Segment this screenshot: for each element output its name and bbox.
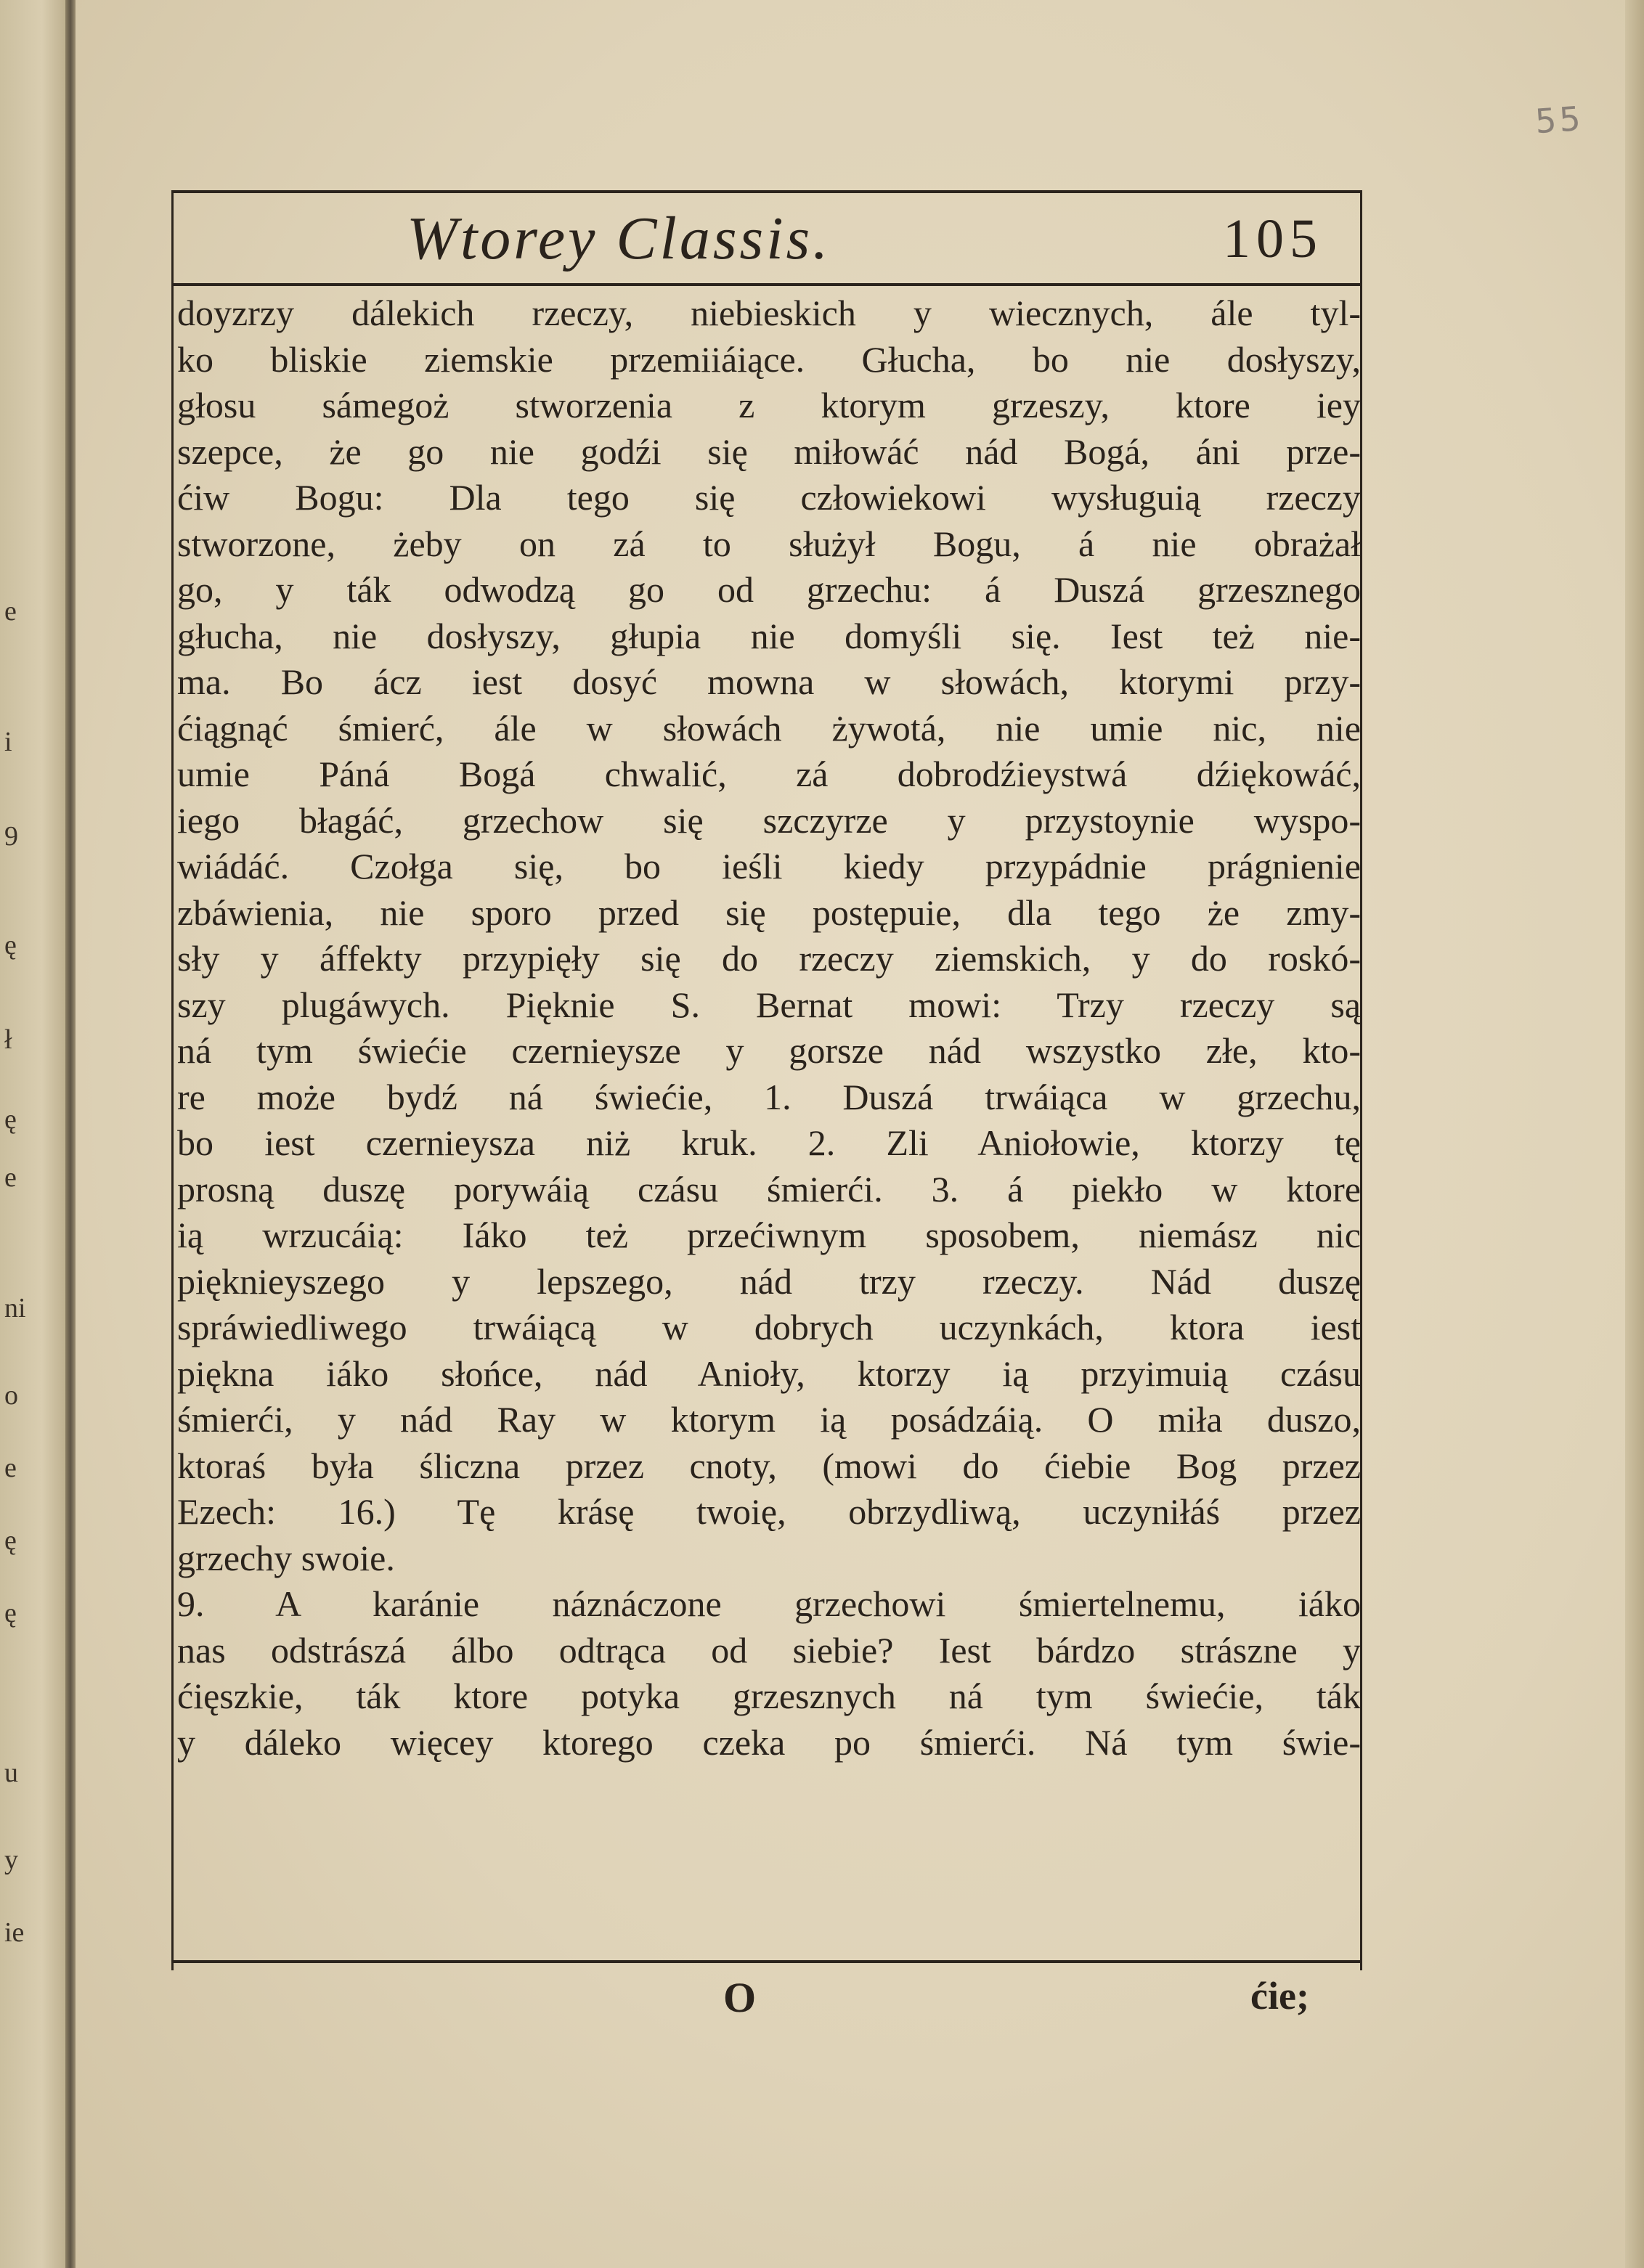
- page-number: 105: [1223, 208, 1323, 269]
- text-line: ko bliskie ziemskie przemiiáiące. Głucha, bo nie dosłyszy,: [177, 338, 1361, 380]
- text-line: re może bydź ná świećie, 1. Duszá trwáiąca w grzechu,: [177, 1076, 1361, 1117]
- binding-gutter: [65, 0, 76, 2268]
- edge-fragment: 9: [4, 821, 18, 852]
- text-line: spráwiedliwego trwáiącą w dobrych uczynkách, ktora iest: [177, 1307, 1361, 1347]
- text-line: szy plugáwych. Pięknie S. Bernat mowi: Trzy rzeczy są: [177, 984, 1361, 1025]
- text-line: ćiągnąć śmierć, ále w słowách żywotá, nie umie nic, nie: [177, 707, 1361, 748]
- text-line: bo iest czernieysza niż kruk. 2. Zli Aniołowie, ktorzy tę: [177, 1122, 1361, 1163]
- folio-number: 55: [1534, 98, 1585, 142]
- text-line: grzechy swoie.: [177, 1537, 395, 1578]
- catchword: ćie;: [1250, 1974, 1309, 2018]
- text-line: głosu sámegoż stworzenia z ktorym grzeszy, ktore iey: [177, 385, 1361, 425]
- text-line: ćiw Bogu: Dla tego się człowiekowi wysługuią rzeczy: [177, 477, 1361, 518]
- text-line: go, y ták odwodzą go od grzechu: á Duszá grzesznego: [177, 569, 1361, 610]
- top-rule: [171, 190, 1362, 193]
- body-text: [177, 290, 1361, 1766]
- text-line: szepce, że go nie godźi się miłowáć nád Bogá, áni prze-: [177, 431, 1361, 472]
- edge-fragment: ę: [4, 1104, 17, 1135]
- text-line: pięknieyszego y lepszego, nád trzy rzeczy. Nád duszę: [177, 1260, 1361, 1302]
- text-line: śmierći, y nád Ray w ktorym ią posádzáią. O miła duszo,: [177, 1399, 1361, 1440]
- text-line: sły y áffekty przypięły się do rzeczy ziemskich, y do roskó-: [177, 938, 1361, 979]
- edge-fragment: y: [4, 1845, 18, 1875]
- text-line: ná tym świećie czernieysze y gorsze nád wszystko złe, kto-: [177, 1030, 1361, 1071]
- edge-fragment: ę: [4, 1525, 17, 1556]
- edge-fragment: ł: [4, 1024, 12, 1055]
- edge-fragment: ni: [4, 1293, 26, 1323]
- signature-mark: O: [723, 1974, 757, 2021]
- text-line: ią wrzucáią: Iáko też przećiwnym sposobem, niemász nic: [177, 1215, 1361, 1255]
- text-line: umie Páná Bogá chwalić, zá dobrodźieystwá dźiękowáć,: [177, 754, 1361, 794]
- edge-fragment: e: [4, 1162, 17, 1193]
- text-line: y dáleko więcey ktorego czeka po śmierći. Ná tym świe-: [177, 1721, 1361, 1763]
- text-line: zbáwienia, nie sporo przed się postępuie, dla tego że zmy-: [177, 892, 1361, 933]
- text-line: głucha, nie dosłyszy, głupia nie domyśli się. Iest też nie-: [177, 615, 1361, 656]
- text-line: stworzone, żeby on zá to służył Bogu, á nie obrażał: [177, 523, 1361, 564]
- text-line: 9. A karánie náznáczone grzechowi śmiertelnemu, iáko: [177, 1583, 1361, 1624]
- bottom-rule: [171, 1960, 1362, 1963]
- text-line: doyzrzy dálekich rzeczy, niebieskich y wiecznych, ále tyl-: [177, 293, 1361, 333]
- running-head: Wtorey Classis.: [407, 205, 831, 272]
- text-line: nas odstrászá álbo odtrąca od siebie? Iest bárdzo strászne y: [177, 1629, 1361, 1671]
- text-line: ma. Bo ácz iest dosyć mowna w słowách, ktorymi przy-: [177, 661, 1361, 702]
- text-line: Ezech: 16.) Tę krásę twoię, obrzydliwą, uczyniłáś przez: [177, 1491, 1361, 1532]
- edge-fragment: o: [4, 1380, 18, 1411]
- edge-fragment: u: [4, 1758, 18, 1788]
- edge-fragment: e: [4, 1453, 17, 1483]
- text-line: ćięszkie, ták ktore potyka grzesznych ná tym świećie, ták: [177, 1676, 1361, 1716]
- text-line: piękna iáko słońce, nád Anioły, ktorzy ią przyimuią czásu: [177, 1353, 1361, 1394]
- edge-fragment: e: [4, 596, 17, 627]
- text-line: iego błagáć, grzechow się szczyrze y przystoynie wyspo-: [177, 799, 1361, 841]
- page-right-edge: [1625, 0, 1644, 2268]
- text-line: prosną duszę porywáią czásu śmierći. 3. á piekło w ktore: [177, 1168, 1361, 1210]
- edge-fragment: ie: [4, 1917, 25, 1948]
- text-line: ktoraś była śliczna przez cnoty, (mowi do ćiebie Bog przez: [177, 1445, 1361, 1486]
- edge-fragment: i: [4, 727, 12, 757]
- edge-fragment: ę: [4, 930, 17, 960]
- header-rule: [171, 283, 1362, 286]
- edge-fragment: ę: [4, 1598, 17, 1628]
- text-line: wiádáć. Czołga się, bo ieśli kiedy przypádnie prágnienie: [177, 846, 1361, 886]
